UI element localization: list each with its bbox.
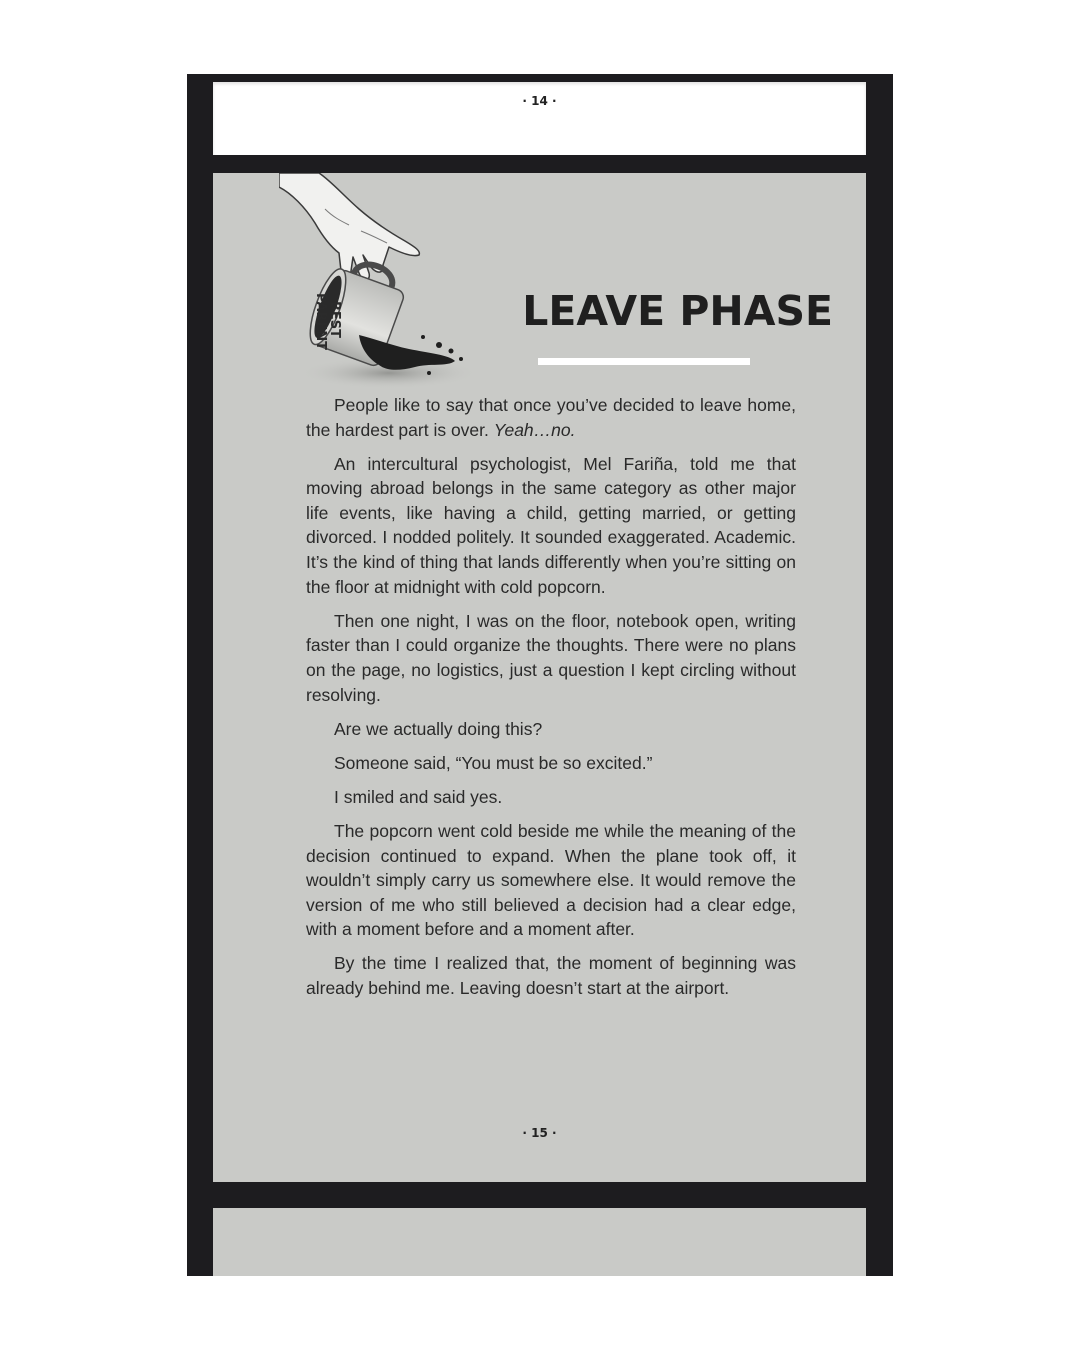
paragraph xyxy=(306,393,796,442)
page-14 xyxy=(213,82,866,155)
paragraph: Are we actually doing this? xyxy=(334,718,543,739)
hand-spilling-mug-illustration xyxy=(279,173,479,391)
mug-label-line1: BEST xyxy=(327,301,342,339)
page-15 xyxy=(213,173,866,1182)
page-number: · 14 · xyxy=(522,94,557,108)
paragraph: By the time I realized that, the moment of beginning was already behind me. Leaving doesn’t start at the airport. xyxy=(306,953,796,998)
page-number: · 15 · xyxy=(522,1126,557,1140)
paragraph: An intercultural psychologist, Mel Fariña, told me that moving abroad belongs in the same category as other major life events, like having a child, getting married, or getting divorced. I nodded politely. It sounded exaggerated. Academic. It’s the kind of thing that lands differently when you’re sitting on the floor at midnight with cold popcorn. xyxy=(306,453,796,597)
document-viewer[interactable] xyxy=(187,74,893,1276)
paragraph: The popcorn went cold beside me while the meaning of the decision continued to expand. When the plane took off, it wouldn’t simply carry us somewhere else. It would remove the version of me who still believed a decision had a clear edge, with a moment before and a moment after. xyxy=(306,820,796,940)
emphasis-text: Yeah…no. xyxy=(493,419,576,440)
page-16 xyxy=(213,1208,866,1276)
paragraph: I smiled and said yes. xyxy=(334,786,503,807)
title-underline-rule xyxy=(538,358,750,365)
paragraph: Someone said, “You must be so excited.” xyxy=(334,752,653,773)
paragraph-text: People like to say that once you’ve decided to leave home, the hardest part is over. xyxy=(306,395,796,440)
chapter-body xyxy=(306,393,796,1010)
paragraph: Then one night, I was on the floor, notebook open, writing faster than I could organize the thoughts. There were no plans on the page, no logistics, just a question I kept circling without resolving. xyxy=(306,610,796,705)
mug-label-line2: PARENT xyxy=(313,293,328,351)
chapter-title: LEAVE PHASE xyxy=(522,287,833,335)
